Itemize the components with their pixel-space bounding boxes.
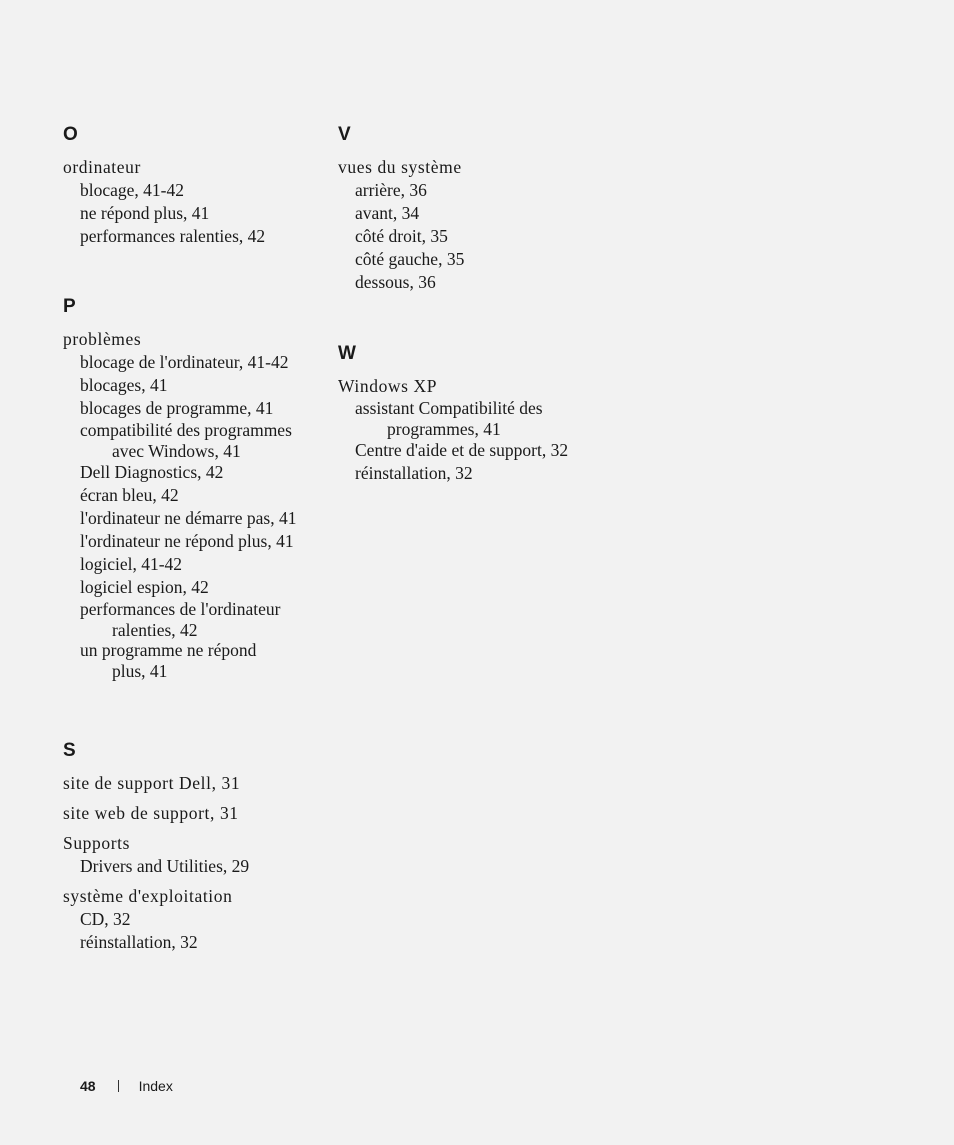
index-subentry: blocages, 41 bbox=[80, 375, 168, 395]
index-subentry bbox=[63, 640, 323, 681]
index-subentry: blocages de programme, 41 bbox=[80, 398, 274, 418]
index-term: Supports bbox=[63, 833, 131, 853]
index-term: ordinateur bbox=[63, 157, 141, 177]
index-subentry: Drivers and Utilities, 29 bbox=[80, 856, 250, 876]
index-entry bbox=[63, 156, 323, 248]
index-section-o bbox=[63, 124, 323, 255]
index-entry bbox=[63, 772, 323, 795]
index-subentry: l'ordinateur ne démarre pas, 41 bbox=[80, 508, 297, 528]
index-letter-heading: W bbox=[338, 343, 356, 364]
index-subentry-text: un programme ne répond bbox=[80, 640, 257, 660]
index-term: Windows XP bbox=[338, 376, 438, 396]
index-term: système d'exploitation bbox=[63, 886, 233, 906]
index-subentry-text: compatibilité des programmes bbox=[80, 420, 292, 440]
index-subentry bbox=[338, 398, 618, 439]
index-subentry: Centre d'aide et de support, 32 bbox=[355, 440, 569, 460]
index-entries bbox=[338, 375, 618, 485]
index-subentry: blocage, 41-42 bbox=[80, 180, 184, 200]
index-term: problèmes bbox=[63, 329, 142, 349]
footer-separator bbox=[118, 1080, 119, 1092]
index-entries bbox=[63, 772, 323, 954]
index-subentry bbox=[63, 599, 323, 640]
index-subentry-text: performances de l'ordinateur bbox=[80, 599, 281, 619]
index-section-s bbox=[63, 740, 323, 961]
index-subentry: réinstallation, 32 bbox=[80, 932, 198, 952]
index-subentry-continuation: plus, 41 bbox=[112, 661, 168, 681]
index-subentry: avant, 34 bbox=[355, 203, 420, 223]
index-section-p bbox=[63, 296, 323, 688]
index-subentry: l'ordinateur ne répond plus, 41 bbox=[80, 531, 294, 551]
index-entry bbox=[63, 832, 323, 878]
index-section-w bbox=[338, 343, 618, 492]
index-subentry: logiciel, 41-42 bbox=[80, 554, 183, 574]
index-subentry: côté droit, 35 bbox=[355, 226, 448, 246]
index-subentry-continuation: programmes, 41 bbox=[387, 419, 501, 439]
index-subentry: blocage de l'ordinateur, 41-42 bbox=[80, 352, 289, 372]
index-subentry bbox=[63, 420, 323, 461]
index-entry bbox=[63, 802, 323, 825]
index-entry bbox=[338, 156, 618, 294]
footer-section-title: Index bbox=[138, 1078, 173, 1094]
index-letter-heading: P bbox=[63, 296, 76, 317]
index-subentry-text: assistant Compatibilité des bbox=[355, 398, 543, 418]
index-subentry: écran bleu, 42 bbox=[80, 485, 179, 505]
index-term: vues du système bbox=[338, 157, 462, 177]
index-subentry: arrière, 36 bbox=[355, 180, 427, 200]
index-subentry-continuation: avec Windows, 41 bbox=[112, 441, 241, 461]
index-section-v bbox=[338, 124, 618, 301]
index-entry bbox=[63, 328, 323, 681]
index-subentry: logiciel espion, 42 bbox=[80, 577, 209, 597]
index-entries bbox=[63, 156, 323, 248]
page-footer bbox=[80, 1077, 173, 1095]
index-letter-heading: O bbox=[63, 124, 78, 145]
index-subentry: ne répond plus, 41 bbox=[80, 203, 210, 223]
page-number: 48 bbox=[80, 1078, 96, 1094]
index-subentry: Dell Diagnostics, 42 bbox=[80, 462, 224, 482]
index-term: site web de support, 31 bbox=[63, 803, 239, 823]
index-entries bbox=[338, 156, 618, 294]
index-entries bbox=[63, 328, 323, 681]
index-entry bbox=[338, 375, 618, 485]
index-entry bbox=[63, 885, 323, 954]
index-letter-heading: S bbox=[63, 740, 76, 761]
index-letter-heading: V bbox=[338, 124, 351, 145]
index-subentry-continuation: ralenties, 42 bbox=[112, 620, 198, 640]
index-subentry: réinstallation, 32 bbox=[355, 463, 473, 483]
index-subentry: performances ralenties, 42 bbox=[80, 226, 266, 246]
index-subentry: CD, 32 bbox=[80, 909, 131, 929]
index-term: site de support Dell, 31 bbox=[63, 773, 241, 793]
index-subentry: dessous, 36 bbox=[355, 272, 436, 292]
index-subentry: côté gauche, 35 bbox=[355, 249, 465, 269]
